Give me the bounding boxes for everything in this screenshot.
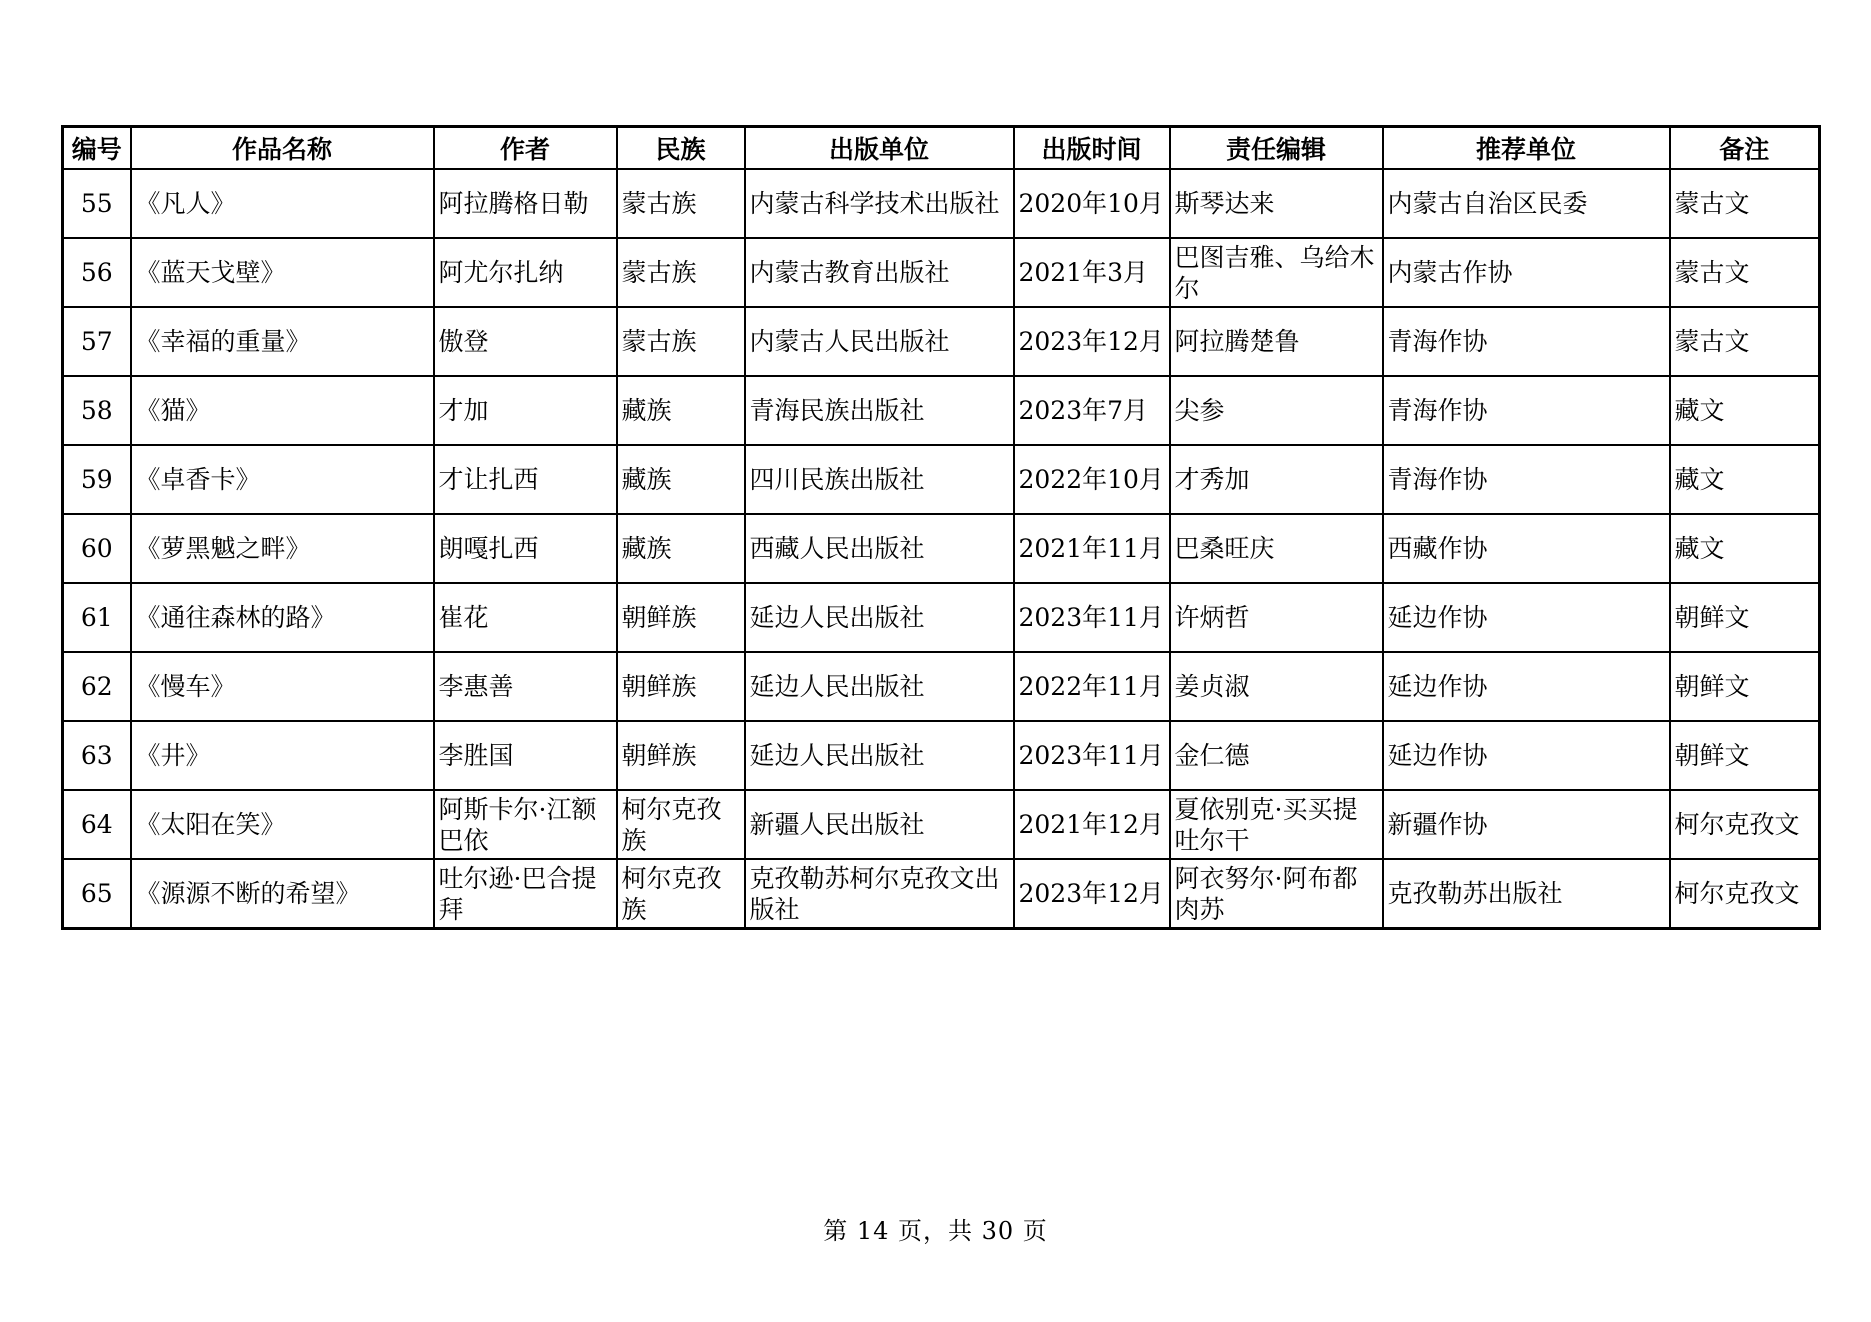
cell-note: 柯尔克孜文 (1670, 859, 1820, 929)
cell-editor: 斯琴达来 (1170, 169, 1383, 238)
cell-number: 59 (63, 445, 131, 514)
column-header-number: 编号 (63, 127, 131, 170)
table-row (63, 307, 1820, 376)
table-row (63, 445, 1820, 514)
table-row (63, 859, 1820, 929)
cell-title: 《太阳在笑》 (131, 790, 434, 859)
cell-title: 《猫》 (131, 376, 434, 445)
cell-publisher: 克孜勒苏柯尔克孜文出版社 (745, 859, 1014, 929)
cell-publisher: 青海民族出版社 (745, 376, 1014, 445)
cell-publisher: 内蒙古人民出版社 (745, 307, 1014, 376)
cell-ethnicity: 朝鲜族 (617, 721, 745, 790)
cell-title: 《蓝天戈壁》 (131, 238, 434, 307)
cell-publish-date: 2022年11月 (1014, 652, 1170, 721)
table-row (63, 652, 1820, 721)
cell-author: 傲登 (434, 307, 617, 376)
cell-title: 《慢车》 (131, 652, 434, 721)
cell-note: 蒙古文 (1670, 169, 1820, 238)
cell-editor: 巴图吉雅、乌给木尔 (1170, 238, 1383, 307)
cell-note: 蒙古文 (1670, 238, 1820, 307)
cell-editor: 许炳哲 (1170, 583, 1383, 652)
cell-recommender: 内蒙古自治区民委 (1383, 169, 1670, 238)
cell-recommender: 新疆作协 (1383, 790, 1670, 859)
cell-number: 61 (63, 583, 131, 652)
cell-recommender: 延边作协 (1383, 583, 1670, 652)
cell-author: 吐尔逊·巴合提拜 (434, 859, 617, 929)
cell-ethnicity: 柯尔克孜族 (617, 859, 745, 929)
cell-recommender: 延边作协 (1383, 721, 1670, 790)
cell-number: 58 (63, 376, 131, 445)
table-row (63, 169, 1820, 238)
cell-ethnicity: 蒙古族 (617, 169, 745, 238)
cell-title: 《井》 (131, 721, 434, 790)
cell-editor: 阿拉腾楚鲁 (1170, 307, 1383, 376)
column-header-publisher: 出版单位 (745, 127, 1014, 170)
cell-ethnicity: 藏族 (617, 514, 745, 583)
cell-number: 65 (63, 859, 131, 929)
cell-author: 李胜国 (434, 721, 617, 790)
cell-ethnicity: 蒙古族 (617, 238, 745, 307)
cell-note: 朝鲜文 (1670, 583, 1820, 652)
cell-publish-date: 2023年12月 (1014, 307, 1170, 376)
cell-recommender: 西藏作协 (1383, 514, 1670, 583)
cell-publish-date: 2023年11月 (1014, 721, 1170, 790)
cell-publisher: 内蒙古教育出版社 (745, 238, 1014, 307)
cell-ethnicity: 朝鲜族 (617, 652, 745, 721)
cell-author: 朗嘎扎西 (434, 514, 617, 583)
cell-note: 朝鲜文 (1670, 721, 1820, 790)
page-number: 第 14 页，共 30 页 (823, 1217, 1048, 1245)
works-table (61, 125, 1821, 930)
cell-author: 阿尤尔扎纳 (434, 238, 617, 307)
cell-author: 崔花 (434, 583, 617, 652)
cell-author: 李惠善 (434, 652, 617, 721)
cell-editor: 夏依别克·买买提吐尔干 (1170, 790, 1383, 859)
cell-number: 64 (63, 790, 131, 859)
cell-editor: 才秀加 (1170, 445, 1383, 514)
table-body (63, 169, 1820, 929)
cell-editor: 金仁德 (1170, 721, 1383, 790)
table-row (63, 790, 1820, 859)
cell-title: 《卓香卡》 (131, 445, 434, 514)
table-row (63, 583, 1820, 652)
cell-publisher: 内蒙古科学技术出版社 (745, 169, 1014, 238)
cell-recommender: 青海作协 (1383, 445, 1670, 514)
cell-number: 60 (63, 514, 131, 583)
cell-title: 《幸福的重量》 (131, 307, 434, 376)
column-header-recommender: 推荐单位 (1383, 127, 1670, 170)
cell-editor: 巴桑旺庆 (1170, 514, 1383, 583)
cell-publish-date: 2022年10月 (1014, 445, 1170, 514)
cell-number: 62 (63, 652, 131, 721)
cell-publish-date: 2023年12月 (1014, 859, 1170, 929)
column-header-editor: 责任编辑 (1170, 127, 1383, 170)
cell-note: 藏文 (1670, 445, 1820, 514)
cell-publish-date: 2021年3月 (1014, 238, 1170, 307)
cell-number: 56 (63, 238, 131, 307)
cell-ethnicity: 藏族 (617, 445, 745, 514)
cell-note: 藏文 (1670, 376, 1820, 445)
cell-publisher: 四川民族出版社 (745, 445, 1014, 514)
cell-title: 《萝黑魆之畔》 (131, 514, 434, 583)
cell-publisher: 延边人民出版社 (745, 721, 1014, 790)
cell-title: 《源源不断的希望》 (131, 859, 434, 929)
cell-note: 藏文 (1670, 514, 1820, 583)
cell-title: 《凡人》 (131, 169, 434, 238)
cell-ethnicity: 柯尔克孜族 (617, 790, 745, 859)
cell-ethnicity: 蒙古族 (617, 307, 745, 376)
cell-number: 63 (63, 721, 131, 790)
table-row (63, 514, 1820, 583)
column-header-title: 作品名称 (131, 127, 434, 170)
cell-editor: 尖参 (1170, 376, 1383, 445)
table-row (63, 721, 1820, 790)
table-header (63, 127, 1820, 170)
cell-publisher: 新疆人民出版社 (745, 790, 1014, 859)
cell-ethnicity: 朝鲜族 (617, 583, 745, 652)
cell-recommender: 克孜勒苏出版社 (1383, 859, 1670, 929)
cell-recommender: 青海作协 (1383, 376, 1670, 445)
cell-number: 55 (63, 169, 131, 238)
cell-publish-date: 2023年7月 (1014, 376, 1170, 445)
cell-publish-date: 2023年11月 (1014, 583, 1170, 652)
cell-publisher: 延边人民出版社 (745, 583, 1014, 652)
header-row (63, 127, 1820, 170)
cell-note: 蒙古文 (1670, 307, 1820, 376)
table-row (63, 238, 1820, 307)
cell-title: 《通往森林的路》 (131, 583, 434, 652)
column-header-publish-date: 出版时间 (1014, 127, 1170, 170)
column-header-note: 备注 (1670, 127, 1820, 170)
cell-ethnicity: 藏族 (617, 376, 745, 445)
cell-author: 才加 (434, 376, 617, 445)
cell-recommender: 延边作协 (1383, 652, 1670, 721)
cell-note: 朝鲜文 (1670, 652, 1820, 721)
cell-recommender: 内蒙古作协 (1383, 238, 1670, 307)
cell-author: 阿斯卡尔·江额巴依 (434, 790, 617, 859)
cell-editor: 姜贞淑 (1170, 652, 1383, 721)
column-header-author: 作者 (434, 127, 617, 170)
column-header-ethnicity: 民族 (617, 127, 745, 170)
cell-publisher: 延边人民出版社 (745, 652, 1014, 721)
cell-recommender: 青海作协 (1383, 307, 1670, 376)
table-row (63, 376, 1820, 445)
cell-note: 柯尔克孜文 (1670, 790, 1820, 859)
cell-publisher: 西藏人民出版社 (745, 514, 1014, 583)
cell-editor: 阿衣努尔·阿布都肉苏 (1170, 859, 1383, 929)
cell-publish-date: 2021年11月 (1014, 514, 1170, 583)
cell-publish-date: 2020年10月 (1014, 169, 1170, 238)
cell-author: 才让扎西 (434, 445, 617, 514)
cell-author: 阿拉腾格日勒 (434, 169, 617, 238)
cell-publish-date: 2021年12月 (1014, 790, 1170, 859)
cell-number: 57 (63, 307, 131, 376)
